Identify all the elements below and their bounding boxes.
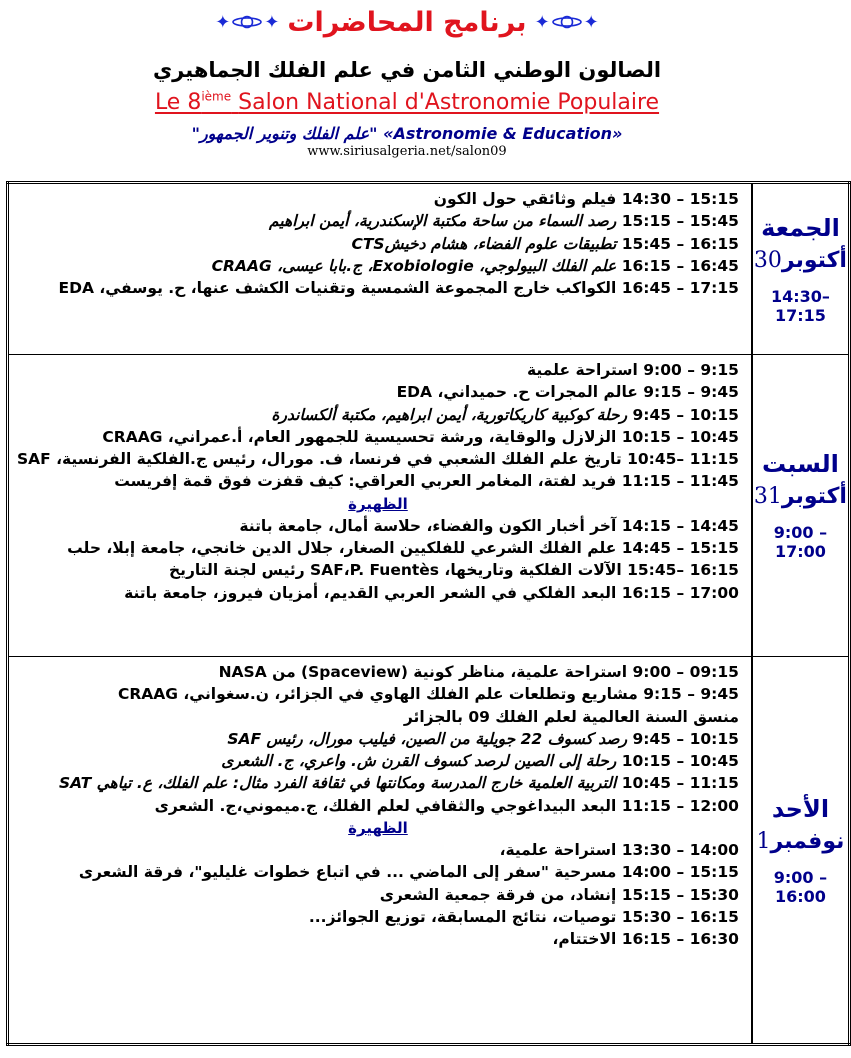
session-time: 10:15 – 10:45 xyxy=(621,752,739,771)
day-date xyxy=(754,829,847,854)
day-name: السبت xyxy=(762,450,839,478)
session-time: 9:00 – 9:15 xyxy=(643,361,739,379)
day-sessions xyxy=(8,183,752,355)
planet-icon xyxy=(232,14,262,30)
session-title: رصد السماء من ساحة مكتبة الإسكندرية، أيمن ابراهيم xyxy=(269,212,617,231)
day-sessions xyxy=(8,355,752,657)
session-item xyxy=(17,559,739,581)
session-time: 9:45 – 10:15 xyxy=(632,405,739,424)
session-item xyxy=(17,861,739,883)
title-row xyxy=(0,4,814,40)
session-title: تاريخ علم الفلك الشعبي في فرنسا، ف. مورال، رئيس ج.الفلكية الفرنسية، SAF xyxy=(17,450,622,469)
session-title: رحلة كوكبية كاريكاتورية، أيمن ابراهيم، مكتبة ألكساندرة xyxy=(271,405,628,424)
session-title: مشاريع وتطلعات علم الفلك الهاوي في الجزائر، ن.سغواني، CRAAG xyxy=(117,685,638,704)
session-time: 10:45 – 11:15 xyxy=(621,774,739,793)
day-label-cell xyxy=(752,657,850,1045)
day-date-month: أكتوبر xyxy=(781,484,847,509)
session-title: التربية العلمية خارج المدرسة ومكانتها في ثقافة الفرد مثال: علم الفلك، ع. تياهي SAT xyxy=(58,774,617,793)
star-icon: ✦ xyxy=(534,11,550,33)
session-title: آخر أخبار الكون والفضاء، حلاسة أمال، جامعة باتنة xyxy=(239,516,617,535)
session-item xyxy=(17,359,739,381)
subtitle-fr-prefix: Le 8 xyxy=(154,90,202,116)
session-item xyxy=(17,750,739,772)
session-title: الزلازل والوقاية، ورشة تحسيسية للجمهور العام، أ.عمراني، CRAAG xyxy=(102,427,617,446)
day-time-range: 14:30–17:15 xyxy=(770,286,830,325)
session-item xyxy=(17,928,739,950)
session-time: 15:45– 16:15 xyxy=(627,561,739,580)
session-title: إنشاد، من فرقة جمعية الشعرى xyxy=(379,885,617,904)
session-title: استراحة علمية، xyxy=(499,841,617,860)
session-time: 14:30 – 15:15 xyxy=(621,190,739,208)
lunch-break-label: الظهيرة xyxy=(348,819,408,838)
session-title: رحلة إلى الصين لرصد كسوف القرن ش. واعري، ج. الشعرى xyxy=(221,752,617,771)
session-time: 14:45 – 15:15 xyxy=(621,539,739,558)
session-time: 10:45– 11:15 xyxy=(627,450,739,469)
session-title: استراحة علمية، مناظر كونية (Spaceview) من NASA xyxy=(218,663,628,681)
page-title: برنامج المحاضرات xyxy=(287,6,527,38)
session-item xyxy=(17,255,739,277)
session-time: 9:15 – 9:45 xyxy=(643,685,739,704)
session-title: توصيات، نتائج المسابقة، توزيع الجوائز... xyxy=(308,907,617,926)
lunch-break-label: الظهيرة xyxy=(348,494,408,513)
session-item xyxy=(17,188,739,210)
day-name: الجمعة xyxy=(761,213,840,242)
day-time-range: 9:00 – 16:00 xyxy=(773,867,828,906)
session-item xyxy=(17,448,739,470)
session-item xyxy=(17,210,739,232)
session-title: الكواكب خارج المجموعة الشمسية وتقنيات الكشف عنها، ح. يوسفي، EDA xyxy=(58,279,617,298)
session-title: الآلات الفلكية وتاريخها، SAF،P. Fuentès رئيس لجنة التاريخ xyxy=(168,561,622,580)
session-title: علم الفلك الشرعي للفلكيين الصغار، جلال الدين خانجي، جامعة إبلا، حلب xyxy=(67,539,617,558)
session-item xyxy=(17,884,739,906)
session-item xyxy=(17,515,739,537)
session-time: 15:15 – 15:45 xyxy=(621,212,739,231)
day-label-cell xyxy=(752,355,850,657)
session-time: 15:15 – 15:30 xyxy=(621,885,739,904)
session-title: البعد البيداغوجي والثقافي لعلم الفلك، ج.ميموني،ج. الشعرى xyxy=(154,796,617,815)
session-time: 16:15 – 16:45 xyxy=(621,256,739,275)
subtitle-fr-sup: ième xyxy=(201,90,232,104)
session-item xyxy=(17,706,739,728)
day-date xyxy=(754,484,847,509)
star-icon: ✦ xyxy=(264,11,280,33)
day-time-range: 9:00 – 17:00 xyxy=(773,523,828,561)
session-title: تطبيقات علوم الفضاء، هشام دخيشCTS xyxy=(351,234,617,253)
star-icon: ✦ xyxy=(215,11,231,33)
session-item xyxy=(17,381,739,403)
session-time: 15:30 – 16:15 xyxy=(621,907,739,926)
session-item xyxy=(17,795,739,817)
session-time: 10:15 – 10:45 xyxy=(621,427,739,446)
day-date-number: 1 xyxy=(756,828,771,854)
session-title: الاختتام، xyxy=(552,930,617,949)
session-time: 9:00 – 09:15 xyxy=(632,663,739,681)
session-title: علم الفلك البيولوجي، Exobiologie، ج.بابا عيسى، CRAAG xyxy=(211,256,617,275)
subtitle-french xyxy=(0,90,814,115)
session-item xyxy=(17,233,739,255)
day-sessions xyxy=(8,657,752,1045)
session-title: منسق السنة العالمية لعلم الفلك 09 بالجزائر xyxy=(403,707,739,726)
session-item xyxy=(17,683,739,705)
session-time: 16:15 – 16:30 xyxy=(621,930,739,949)
session-time: 11:15 – 11:45 xyxy=(621,472,739,491)
session-time: 14:15 – 14:45 xyxy=(621,516,739,535)
day-row xyxy=(8,183,850,355)
session-title: رصد كسوف 22 جويلية من الصين، فيليب مورال، رئيس SAF xyxy=(227,729,628,748)
session-item xyxy=(17,404,739,426)
day-date xyxy=(754,248,847,273)
session-item xyxy=(17,277,739,299)
day-row xyxy=(8,355,850,657)
session-item xyxy=(17,582,739,604)
session-item xyxy=(17,906,739,928)
ornament-left xyxy=(215,12,279,33)
day-date-number: 30 xyxy=(753,247,782,273)
session-title: عالم المجرات ح. حميداني، EDA xyxy=(396,383,638,402)
session-title: استراحة علمية xyxy=(527,361,638,379)
day-date-month: أكتوبر xyxy=(781,247,847,273)
session-item xyxy=(17,426,739,448)
subtitle-fr-rest: Salon National d'Astronomie Populaire xyxy=(238,90,660,116)
session-time: 13:30 – 14:00 xyxy=(621,841,739,860)
day-date-month: نوفمبر xyxy=(770,828,845,854)
day-label-cell xyxy=(752,183,850,355)
session-item xyxy=(17,772,739,794)
session-item xyxy=(17,537,739,559)
day-row xyxy=(8,657,850,1045)
session-time: 16:15 – 17:00 xyxy=(621,583,739,602)
session-title: مسرحية "سفر إلى الماضي ... في اتباع خطوات غليليو"، فرقة الشعرى xyxy=(78,863,617,882)
session-item xyxy=(17,470,739,492)
session-title: فيلم وثائقي حول الكون xyxy=(433,190,617,208)
session-item xyxy=(17,728,739,750)
theme-line: "علم الفلك وتنوير الجمهور" «Astronomie & Education» xyxy=(191,124,623,143)
session-title: فريد لفتة، المغامر العربي العراقي: كيف قفزت فوق قمة إفريست xyxy=(114,472,617,491)
session-item xyxy=(17,661,739,683)
session-time: 9:45 – 10:15 xyxy=(632,729,739,748)
ornament-right xyxy=(535,12,599,33)
session-time: 14:00 – 15:15 xyxy=(621,863,739,882)
session-time: 11:15 – 12:00 xyxy=(621,796,739,815)
session-time: 16:45 – 17:15 xyxy=(621,279,739,298)
program-table xyxy=(6,181,851,1046)
session-time: 15:45 – 16:15 xyxy=(621,234,739,253)
session-item xyxy=(17,839,739,861)
day-date-number: 31 xyxy=(753,484,782,509)
star-icon: ✦ xyxy=(583,11,599,33)
subtitle-arabic: الصالون الوطني الثامن في علم الفلك الجماهيري xyxy=(152,58,662,82)
planet-icon xyxy=(552,14,582,30)
website-url[interactable]: www.siriusalgeria.net/salon09 xyxy=(307,144,507,159)
day-name: الأحد xyxy=(771,794,830,823)
session-time: 9:15 – 9:45 xyxy=(643,383,739,402)
session-title: البعد الفلكي في الشعر العربي القديم، أمزيان فيروز، جامعة باتنة xyxy=(124,583,617,602)
